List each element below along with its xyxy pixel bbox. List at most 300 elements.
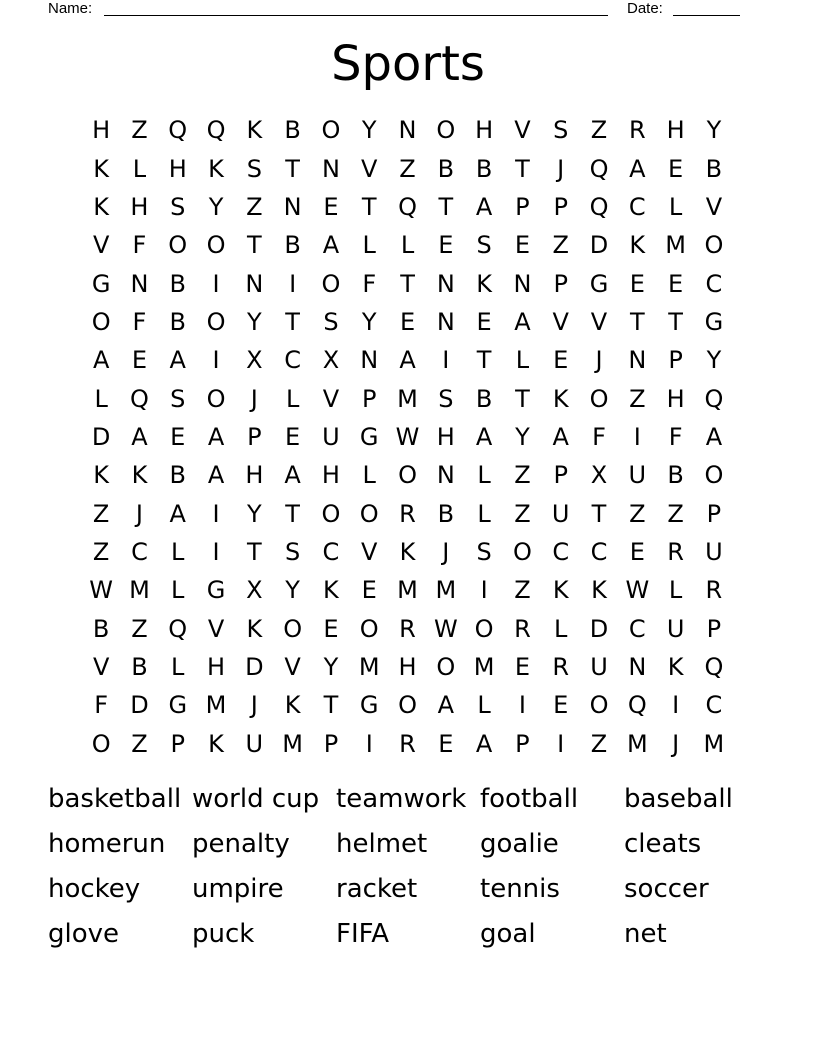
grid-letter: E [668, 269, 684, 298]
grid-letter: Y [247, 307, 262, 336]
grid-letter: O [283, 614, 303, 643]
grid-letter: Z [514, 576, 531, 605]
grid-letter: N [245, 269, 264, 298]
grid-letter: K [591, 576, 607, 605]
grid-letter: J [250, 384, 258, 413]
grid-letter: U [245, 729, 264, 758]
grid-letter: Y [706, 346, 722, 375]
grid-letter: S [553, 116, 569, 145]
grid-letter: S [476, 537, 492, 566]
grid-letter: O [206, 384, 226, 413]
grid-letter: N [628, 346, 647, 375]
grid-letter: E [438, 231, 454, 260]
grid-letter: H [168, 154, 187, 183]
word-list-item: football [480, 784, 579, 814]
grid-letter: T [591, 499, 607, 528]
grid-letter: I [212, 499, 220, 528]
grid-letter: B [705, 154, 723, 183]
grid-letter: Q [206, 116, 226, 145]
grid-letter: P [553, 269, 568, 298]
grid-letter: Q [168, 116, 188, 145]
grid-letter: E [553, 691, 569, 720]
grid-letter: O [321, 116, 341, 145]
grid-letter: I [633, 422, 641, 451]
grid-letter: O [321, 269, 341, 298]
word-list-item: racket [336, 874, 418, 904]
grid-letter: O [474, 614, 494, 643]
grid-letter: K [246, 614, 263, 643]
grid-letter: M [129, 576, 150, 605]
grid-letter: T [515, 154, 530, 183]
grid-letter: V [361, 537, 378, 566]
grid-letter: O [398, 691, 417, 720]
grid-letter: B [667, 461, 684, 490]
grid-letter: Z [514, 461, 531, 490]
grid-letter: K [667, 652, 684, 681]
grid-letter: H [398, 652, 417, 681]
grid-letter: Z [92, 499, 110, 528]
date-label: Date: [627, 0, 663, 17]
grid-letter: T [285, 307, 300, 336]
grid-letter: H [475, 116, 494, 145]
grid-letter: M [626, 729, 648, 758]
grid-letter: A [475, 192, 493, 221]
grid-letter: O [168, 231, 188, 260]
grid-letter: T [668, 307, 683, 336]
grid-letter: R [667, 537, 684, 566]
grid-letter: V [284, 652, 301, 681]
grid-letter: D [589, 614, 609, 643]
grid-letter: H [92, 116, 111, 145]
grid-letter: A [169, 499, 186, 528]
grid-letter: V [590, 307, 608, 336]
grid-letter: A [475, 729, 493, 758]
word-list-item: puck [192, 919, 255, 949]
grid-letter: K [93, 461, 110, 490]
grid-letter: H [666, 116, 685, 145]
grid-letter: I [480, 576, 488, 605]
grid-letter: P [361, 384, 377, 413]
grid-letter: Z [629, 384, 646, 413]
grid-letter: A [629, 154, 646, 183]
grid-letter: N [436, 461, 455, 490]
grid-letter: N [360, 346, 379, 375]
grid-letter: N [436, 307, 455, 336]
grid-letter: V [92, 231, 110, 260]
grid-letter: F [132, 307, 147, 336]
grid-letter: B [475, 154, 493, 183]
word-list-item: helmet [336, 829, 428, 859]
grid-letter: A [92, 346, 110, 375]
grid-letter: P [706, 499, 722, 528]
grid-letter: Y [285, 576, 300, 605]
grid-letter: H [245, 461, 264, 490]
grid-letter: M [665, 231, 686, 260]
grid-letter: C [322, 537, 340, 566]
grid-letter: U [705, 537, 723, 566]
grid-letter: R [552, 652, 570, 681]
grid-letter: E [399, 307, 416, 336]
grid-letter: Y [706, 116, 722, 145]
grid-letter: J [250, 691, 258, 720]
grid-letter: V [92, 652, 110, 681]
word-list-item: umpire [192, 874, 284, 904]
grid-letter: Z [131, 614, 148, 643]
grid-letter: G [589, 269, 609, 298]
grid-letter: L [477, 461, 491, 490]
grid-letter: L [400, 231, 415, 260]
grid-letter: E [668, 154, 684, 183]
grid-letter: K [93, 154, 110, 183]
grid-letter: B [169, 461, 186, 490]
grid-letter: H [207, 652, 226, 681]
word-list-item: goalie [480, 829, 559, 859]
grid-letter: S [476, 231, 492, 260]
grid-letter: A [207, 461, 225, 490]
grid-letter: W [395, 422, 420, 451]
grid-letter: N [321, 154, 340, 183]
grid-letter: A [475, 422, 493, 451]
grid-letter: C [628, 192, 646, 221]
page-title: Sports [331, 36, 485, 92]
grid-letter: B [437, 499, 455, 528]
grid-letter: W [433, 614, 458, 643]
grid-letter: G [168, 691, 188, 720]
grid-letter: O [91, 729, 111, 758]
grid-letter: M [397, 384, 418, 413]
grid-letter: M [358, 652, 380, 681]
grid-letter: D [91, 422, 111, 451]
grid-letter: H [436, 422, 455, 451]
grid-letter: T [400, 269, 415, 298]
grid-letter: E [170, 422, 186, 451]
grid-letter: K [552, 384, 569, 413]
grid-letter: W [625, 576, 650, 605]
grid-letter: E [629, 269, 645, 298]
name-field-line[interactable] [104, 15, 608, 16]
word-list-item: baseball [624, 784, 733, 814]
word-list-item: glove [48, 919, 120, 949]
grid-letter: Y [515, 422, 530, 451]
word-list-item: soccer [624, 874, 709, 904]
grid-letter: A [514, 307, 531, 336]
grid-letter: I [672, 691, 680, 720]
grid-letter: V [705, 192, 723, 221]
grid-letter: L [285, 384, 300, 413]
grid-letter: E [514, 652, 530, 681]
grid-letter: F [94, 691, 109, 720]
grid-letter: A [322, 231, 340, 260]
grid-letter: J [135, 499, 143, 528]
grid-letter: I [442, 346, 450, 375]
word-list-item: goal [480, 919, 536, 949]
word-list-item: basketball [48, 784, 182, 814]
grid-letter: P [515, 192, 530, 221]
grid-letter: B [131, 652, 148, 681]
grid-letter: V [207, 614, 225, 643]
grid-letter: I [365, 729, 373, 758]
grid-letter: R [399, 499, 416, 528]
grid-letter: D [245, 652, 264, 681]
grid-letter: G [704, 307, 724, 336]
grid-letter: O [589, 384, 609, 413]
grid-letter: Z [629, 499, 646, 528]
grid-letter: K [93, 192, 110, 221]
grid-letter: D [589, 231, 609, 260]
grid-letter: N [398, 116, 417, 145]
grid-letter: C [552, 537, 570, 566]
grid-letter: A [552, 422, 569, 451]
grid-letter: E [629, 537, 645, 566]
grid-letter: L [171, 652, 185, 681]
grid-letter: A [284, 461, 301, 490]
grid-letter: T [285, 154, 300, 183]
grid-letter: Q [168, 614, 188, 643]
grid-letter: E [323, 192, 339, 221]
grid-letter: Q [704, 384, 724, 413]
grid-letter: O [436, 652, 456, 681]
grid-letter: O [398, 461, 417, 490]
grid-letter: E [323, 614, 339, 643]
grid-letter: T [285, 499, 300, 528]
grid-letter: I [289, 269, 297, 298]
grid-letter: Y [323, 652, 339, 681]
grid-letter: Q [589, 192, 609, 221]
grid-letter: F [592, 422, 606, 451]
grid-letter: B [284, 231, 301, 260]
grid-letter: A [169, 346, 186, 375]
grid-letter: M [473, 652, 495, 681]
grid-letter: E [438, 729, 454, 758]
grid-letter: P [247, 422, 262, 451]
grid-letter: O [589, 691, 609, 720]
grid-letter: K [552, 576, 569, 605]
letter-grid [82, 111, 733, 763]
grid-letter: I [518, 691, 526, 720]
grid-letter: E [553, 346, 569, 375]
word-list-item: penalty [192, 829, 290, 859]
grid-letter: U [628, 461, 647, 490]
grid-letter: H [666, 384, 685, 413]
grid-letter: P [706, 614, 722, 643]
grid-letter: X [322, 346, 340, 375]
grid-letter: Q [589, 154, 609, 183]
grid-letter: L [477, 499, 491, 528]
grid-letter: N [436, 269, 455, 298]
grid-letter: J [442, 537, 450, 566]
grid-letter: Z [552, 231, 569, 260]
grid-letter: N [130, 269, 149, 298]
grid-letter: P [323, 729, 339, 758]
grid-letter: I [212, 346, 220, 375]
grid-letter: O [91, 307, 111, 336]
grid-letter: P [515, 729, 530, 758]
grid-letter: P [553, 461, 568, 490]
grid-letter: L [554, 614, 568, 643]
word-list-item: homerun [48, 829, 166, 859]
worksheet-header [0, 0, 816, 20]
grid-letter: G [91, 269, 111, 298]
grid-letter: E [361, 576, 377, 605]
grid-letter: G [359, 422, 379, 451]
grid-letter: O [512, 537, 532, 566]
grid-letter: R [514, 614, 531, 643]
grid-letter: K [629, 231, 646, 260]
grid-letter: Y [247, 499, 262, 528]
grid-letter: L [171, 576, 185, 605]
grid-letter: J [595, 346, 603, 375]
grid-letter: V [322, 384, 340, 413]
grid-letter: U [551, 499, 570, 528]
grid-letter: N [628, 652, 647, 681]
grid-letter: X [246, 576, 263, 605]
word-list-item: tennis [480, 874, 560, 904]
grid-letter: B [92, 614, 110, 643]
grid-letter: Z [246, 192, 263, 221]
grid-letter: B [437, 154, 455, 183]
word-list-item: FIFA [336, 919, 389, 949]
grid-letter: B [169, 307, 186, 336]
grid-letter: E [285, 422, 301, 451]
grid-letter: O [704, 231, 724, 260]
grid-letter: G [206, 576, 226, 605]
grid-letter: K [323, 576, 339, 605]
grid-letter: L [668, 192, 683, 221]
grid-letter: T [247, 537, 262, 566]
word-list-item: world cup [192, 784, 320, 814]
grid-letter: Z [514, 499, 531, 528]
grid-letter: J [557, 154, 565, 183]
grid-letter: I [557, 729, 565, 758]
grid-letter: K [131, 461, 148, 490]
grid-letter: Q [130, 384, 149, 413]
grid-letter: P [170, 729, 185, 758]
grid-letter: C [284, 346, 302, 375]
grid-letter: L [668, 576, 683, 605]
grid-letter: M [205, 691, 227, 720]
grid-letter: A [399, 346, 416, 375]
grid-letter: R [399, 729, 416, 758]
grid-letter: N [283, 192, 302, 221]
grid-letter: C [705, 269, 723, 298]
grid-letter: L [362, 231, 376, 260]
grid-letter: S [285, 537, 301, 566]
grid-letter: O [206, 307, 226, 336]
grid-letter: H [321, 461, 340, 490]
grid-letter: B [475, 384, 493, 413]
grid-letter: R [399, 614, 416, 643]
grid-letter: V [361, 154, 378, 183]
grid-letter: S [170, 192, 186, 221]
grid-letter: S [170, 384, 186, 413]
grid-letter: T [629, 307, 645, 336]
grid-letter: K [246, 116, 263, 145]
grid-letter: C [131, 537, 148, 566]
grid-letter: K [284, 691, 301, 720]
grid-letter: Z [590, 116, 608, 145]
grid-letter: S [323, 307, 339, 336]
grid-letter: F [132, 231, 147, 260]
grid-letter: Z [399, 154, 416, 183]
grid-letter: Z [131, 116, 148, 145]
grid-letter: M [282, 729, 303, 758]
grid-letter: I [212, 537, 220, 566]
grid-letter: P [553, 192, 568, 221]
name-label: Name: [48, 0, 93, 17]
grid-letter: V [514, 116, 531, 145]
grid-letter: L [171, 537, 185, 566]
grid-letter: Q [627, 691, 647, 720]
grid-letter: A [131, 422, 148, 451]
grid-letter: J [672, 729, 680, 758]
grid-letter: C [628, 614, 646, 643]
grid-letter: O [704, 461, 724, 490]
grid-letter: R [705, 576, 723, 605]
grid-letter: K [399, 537, 416, 566]
grid-letter: Y [361, 116, 377, 145]
grid-letter: N [513, 269, 532, 298]
grid-letter: L [94, 384, 108, 413]
grid-letter: O [436, 116, 456, 145]
grid-letter: T [515, 384, 530, 413]
grid-letter: C [705, 691, 723, 720]
grid-letter: C [590, 537, 608, 566]
grid-letter: U [666, 614, 685, 643]
grid-letter: X [590, 461, 608, 490]
grid-letter: L [477, 691, 491, 720]
grid-letter: E [476, 307, 492, 336]
grid-letter: Q [398, 192, 417, 221]
grid-letter: Y [208, 192, 224, 221]
grid-letter: K [208, 154, 224, 183]
grid-letter: F [668, 422, 683, 451]
grid-letter: T [323, 691, 339, 720]
grid-letter: O [206, 231, 226, 260]
grid-letter: A [437, 691, 455, 720]
grid-letter: T [247, 231, 262, 260]
word-list [48, 777, 768, 957]
grid-letter: F [362, 269, 377, 298]
word-list-item: teamwork [336, 784, 467, 814]
grid-letter: Z [131, 729, 148, 758]
grid-letter: I [212, 269, 220, 298]
grid-letter: M [397, 576, 418, 605]
date-field-line[interactable] [673, 15, 740, 16]
grid-letter: O [359, 614, 379, 643]
grid-letter: M [703, 729, 725, 758]
grid-letter: Z [667, 499, 684, 528]
grid-letter: K [476, 269, 492, 298]
grid-letter: S [438, 384, 454, 413]
grid-letter: Y [361, 307, 377, 336]
grid-letter: U [322, 422, 340, 451]
grid-letter: A [207, 422, 225, 451]
grid-letter: O [359, 499, 379, 528]
grid-letter: L [362, 461, 376, 490]
grid-letter: T [476, 346, 492, 375]
grid-letter: V [552, 307, 569, 336]
word-list-item: net [624, 919, 667, 949]
grid-letter: E [514, 231, 530, 260]
grid-letter: B [284, 116, 301, 145]
grid-letter: L [132, 154, 147, 183]
grid-letter: P [668, 346, 683, 375]
grid-letter: T [438, 192, 454, 221]
grid-letter: W [89, 576, 114, 605]
word-list-item: cleats [624, 829, 702, 859]
grid-letter: T [361, 192, 377, 221]
grid-letter: L [515, 346, 530, 375]
